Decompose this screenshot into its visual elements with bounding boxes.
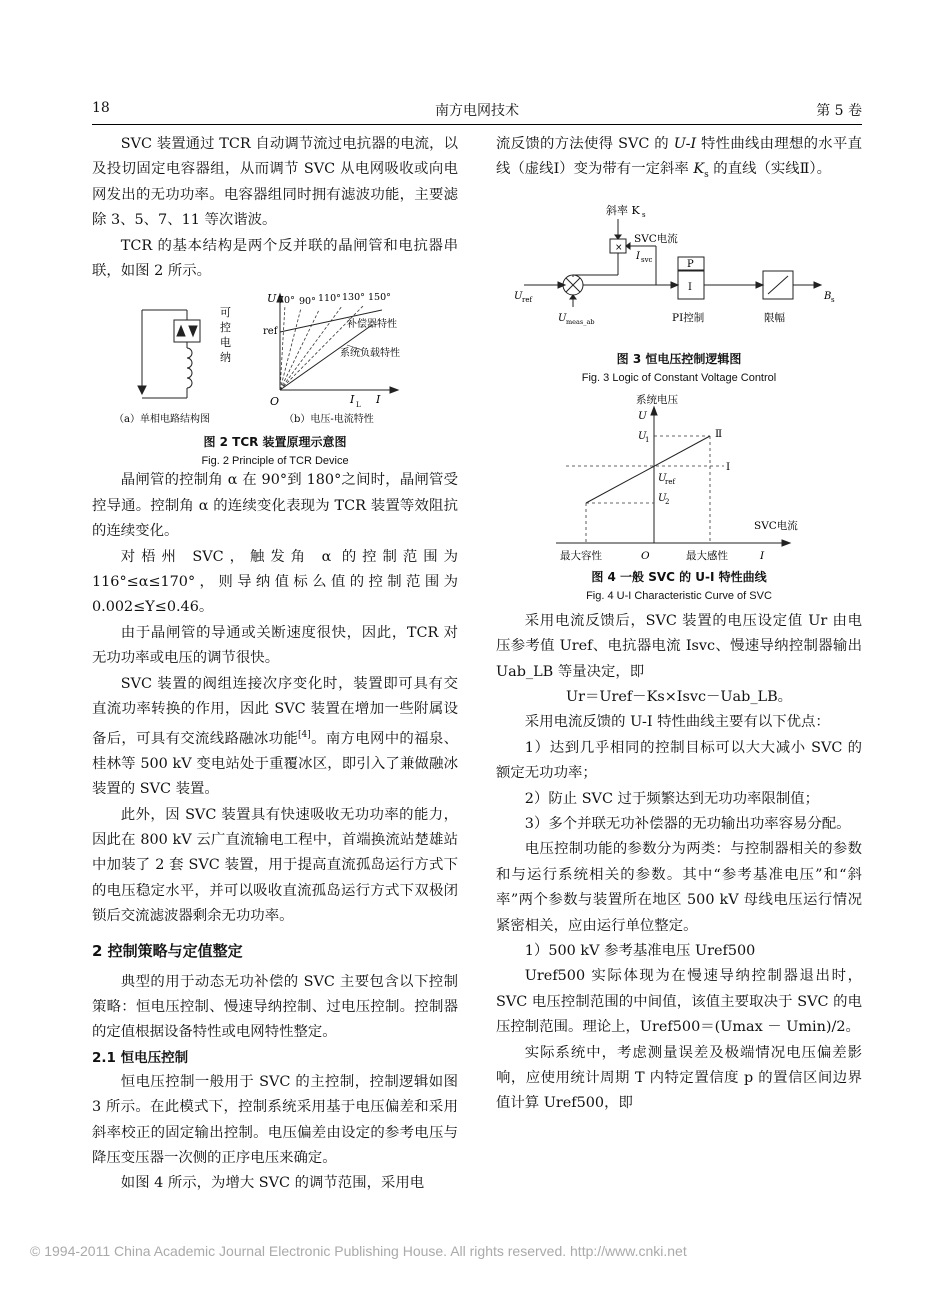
slope-sub: s	[642, 210, 646, 219]
fig4-caption-cn: 图 4 一般 SVC 的 U-I 特性曲线	[591, 569, 767, 584]
fig2-caption-en: Fig. 2 Principle of TCR Device	[201, 455, 349, 468]
paragraph: TCR 的基本结构是两个反并联的晶闸管和电抗器串联，如图 2 所示。	[92, 237, 458, 280]
line-ii-label: Ⅱ	[715, 427, 723, 440]
journal-name: 南方电网技术	[435, 103, 519, 119]
umeas-label: U	[558, 312, 567, 324]
list-item: 2）防止 SVC 过于频繁达到无功功率限制值；	[524, 790, 820, 807]
fig3-caption-en: Fig. 3 Logic of Constant Voltage Control	[581, 371, 777, 384]
angle-70: 70°	[278, 295, 295, 307]
right-column	[496, 132, 862, 1117]
origin-label: O	[270, 395, 280, 409]
section-heading: 2 控制策略与定值整定	[92, 941, 243, 960]
limiter-label: 限幅	[764, 311, 785, 324]
p-block: P	[687, 258, 694, 270]
pi-label: PI控制	[672, 311, 705, 324]
origin4-label: O	[641, 549, 650, 562]
figure-4	[496, 391, 862, 609]
paragraph: SVC 装置通过 TCR 自动调节流过电抗器的电流，以及投切固定电容器组，从而调节 SVC 从电网吸收或向电网发出的无功功率。电容器组同时拥有滤波功能，主要滤除 3、5、7、11 等次谐波。	[92, 136, 458, 229]
paragraph: 由于晶闸管的导通或关断速度很快，因此，TCR 对无功功率或电压的调节很快。	[92, 624, 458, 667]
fig4-caption-en: Fig. 4 U-I Characteristic Curve of SVC	[586, 589, 772, 602]
text-span: 流反馈的方法使得 SVC 的	[496, 136, 674, 152]
text-span: U-I	[673, 136, 697, 152]
left-column	[92, 132, 458, 1197]
dashed-guides	[566, 436, 724, 543]
paragraph: Uref500 实际体现为在慢速导纳控制器退出时，SVC 电压控制范围的中间值，该值主要取决于 SVC 的电压控制范围。理论上，Uref500＝(Umax － Umin)/2。	[496, 968, 862, 1036]
equation: Ur＝Uref－Ks×Isvc－Uab_LB。	[565, 688, 793, 705]
text-span: s	[704, 170, 709, 181]
angle-110: 110°	[318, 293, 341, 305]
ctrl-char: 可	[220, 306, 231, 320]
load-label: 系统负载特性	[340, 348, 400, 360]
text-span: 特性曲线由理想的水平直线（虚线Ⅰ）变为带有一定斜率	[496, 136, 862, 178]
bs-sub: s	[831, 295, 835, 304]
maxind-label: 最大感性	[686, 549, 728, 562]
u2-label: U	[658, 492, 667, 504]
paragraph: 如图 4 所示，为增大 SVC 的调节范围，采用电	[120, 1175, 425, 1192]
subcap-a: （a）单相电路结构图	[114, 414, 210, 426]
fig3-caption-cn: 图 3 恒电压控制逻辑图	[616, 351, 742, 366]
list-item: 1）达到几乎相同的控制目标可以大大减小 SVC 的额定无功功率；	[496, 739, 862, 782]
uref-sub: ref	[522, 295, 533, 304]
list-item: 3）多个并联无功补偿器的无功输出功率容易分配。	[524, 815, 851, 832]
mult-sign: ×	[615, 242, 623, 253]
comp-label: 补偿器特性	[347, 319, 397, 331]
axis-u: U	[267, 292, 277, 306]
paragraph: 此外，因 SVC 装置具有快速吸收无功功率的能力，因此在 800 kV 云广直流输电工程中，首端换流站楚雄站中加装了 2 套 SVC 装置，用于提高直流孤岛运行方式下的电压稳定水平，并可以吸收直流孤岛运行方式下双极闭锁后交流滤波器剩余无功功率。	[92, 806, 458, 925]
isvc-label: I	[636, 250, 640, 262]
volume-label: 第 5 卷	[816, 103, 862, 119]
tcr-circuit	[138, 310, 200, 398]
bs-label: B	[824, 290, 832, 302]
paragraph: 典型的用于动态无功补偿的 SVC 主要包含以下控制策略：恒电压控制、慢速导纳控制、过电压控制。控制器的定值根据设备特性或电网特性整定。	[92, 973, 458, 1041]
page-number: 18	[92, 100, 110, 116]
u1-label: U	[638, 430, 647, 442]
text-span: 的直线（实线Ⅱ）。	[708, 161, 832, 178]
paragraph	[92, 672, 458, 803]
fig2-caption-cn: 图 2 TCR 装置原理示意图	[203, 435, 347, 450]
ref-label: ref	[263, 326, 278, 338]
svc-current-label: SVC电流	[634, 232, 678, 245]
page-header	[92, 100, 862, 122]
line-i-label: Ⅰ	[726, 460, 731, 473]
uref4-sub: ref	[665, 477, 676, 486]
il-sub: L	[356, 401, 361, 410]
svc-current-axis: SVC电流	[754, 519, 798, 532]
list-item: 1）500 kV 参考基准电压 Uref500	[524, 942, 756, 959]
subcap-b: （b）电压-电流特性	[284, 414, 374, 426]
i-axis-label: I	[760, 549, 765, 562]
header-rule	[92, 124, 862, 125]
angle-90: 90°	[299, 296, 316, 308]
umeas-sub: meas_ab	[566, 317, 595, 326]
u1-sub: 1	[645, 435, 650, 444]
paragraph: 采用电流反馈后，SVC 装置的电压设定值 Ur 由电压参考值 Uref、电抗器电流 Isvc、慢速导纳控制器输出 Uab_LB 等量决定，即	[496, 612, 862, 680]
angle-150: 150°	[368, 292, 391, 304]
paragraph: 电压控制功能的参数分为两类：与控制器相关的参数和与运行系统相关的参数。其中“参考基准电压”和“斜率”两个参数与装置所在地区 500 kV 母线电压运行情况紧密相关，应由运行单位整定。	[496, 841, 862, 934]
uref-label: U	[514, 290, 523, 302]
citation[interactable]: [4]	[298, 729, 311, 740]
text-span: SVC 装置的阀组连接次序变化时，装置即可具有交直流功率转换的作用，因此 SVC 装置在增加一些附属设备后，可具有交流线路融冰功能	[92, 675, 458, 747]
i-block: I	[688, 281, 692, 293]
ctrl-char: 纳	[220, 351, 231, 365]
figure-3-drawing	[496, 195, 862, 351]
paragraph: 实际系统中，考虑测量误差及极端情况电压偏差影响，应使用统计周期 T 内特定置信度 p 的置信区间边界值计算 Uref500，即	[496, 1044, 862, 1112]
figure-4-drawing	[496, 391, 862, 569]
paragraph: 对梧州 SVC，触发角 α 的控制范围为 116°≤α≤170°，则导纳值标么值的控制范围为 0.002≤Y≤0.46。	[92, 548, 458, 616]
uref4-label: U	[658, 472, 667, 484]
paragraph: 晶闸管的控制角 α 在 90°到 180°之间时，晶闸管受控导通。控制角 α 的连续变化表现为 TCR 装置等效阻抗的连续变化。	[92, 472, 458, 540]
ctrl-char: 电	[220, 336, 231, 350]
vi-axes	[277, 294, 398, 393]
u-axis-label: U	[638, 409, 647, 422]
maxcap-label: 最大容性	[560, 549, 602, 562]
sysv-label: 系统电压	[636, 393, 678, 406]
subsection-heading: 2.1 恒电压控制	[92, 1049, 189, 1066]
u2-sub: 2	[665, 497, 670, 506]
text-span: 。南方电网中的福泉、桂林等 500 kV 变电站处于重覆冰区，即引入了兼做融冰装置的 SVC 装置。	[92, 730, 458, 798]
il-label: I	[350, 393, 355, 407]
text-span: K	[693, 161, 705, 178]
slope-label: 斜率 K	[606, 203, 640, 217]
figure-2-drawing	[92, 290, 458, 432]
copyright-footer: © 1994-2011 China Academic Journal Electronic Publishing House. All rights reserved. http://www.cnki.net	[30, 1243, 687, 1259]
angle-130: 130°	[342, 292, 365, 304]
paragraph: 采用电流反馈的 U-I 特性曲线主要有以下优点：	[524, 714, 830, 731]
paragraph: 恒电压控制一般用于 SVC 的主控制，控制逻辑如图 3 所示。在此模式下，控制系统采用基于电压偏差和采用斜率校正的固定输出控制。电压偏差由设定的参考电压与降压变压器一次侧的正序电压来确定。	[92, 1073, 458, 1166]
figure-3	[496, 195, 862, 391]
figure-2	[92, 290, 458, 468]
axis-i: I	[376, 393, 381, 407]
isvc-sub: svc	[641, 255, 653, 264]
ctrl-char: 控	[220, 321, 231, 335]
paragraph	[496, 132, 862, 189]
